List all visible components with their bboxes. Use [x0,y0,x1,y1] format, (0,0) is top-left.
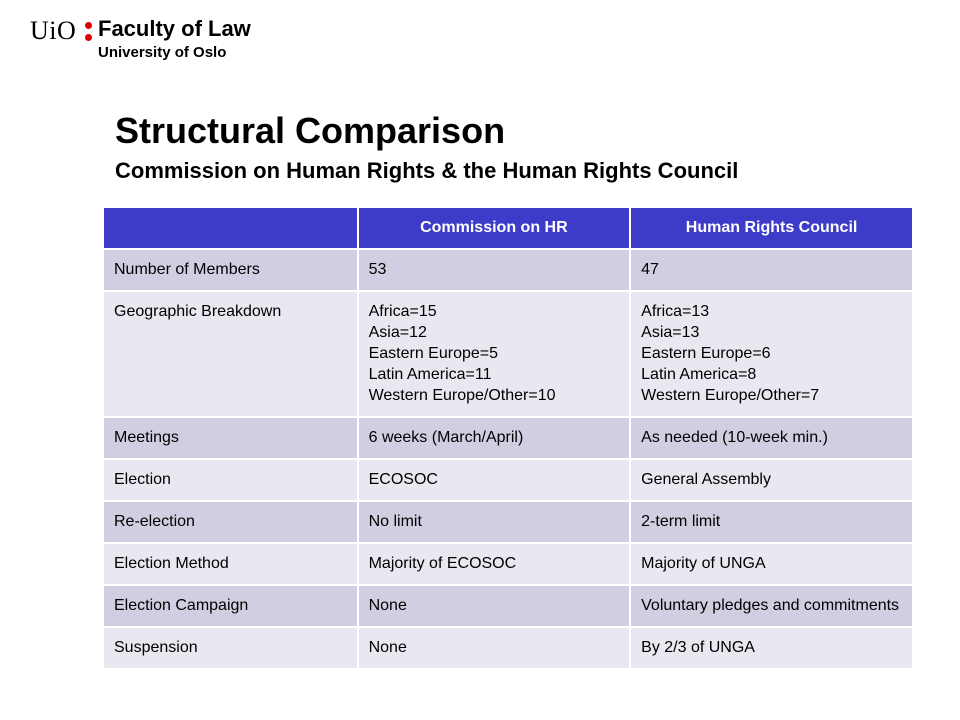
cell-line: General Assembly [641,471,771,488]
cell-line: Western Europe/Other=7 [641,387,820,404]
slide-subtitle: Commission on Human Rights & the Human Rights Council [115,158,739,183]
cell-line: Eastern Europe=5 [368,345,499,362]
council-cell [630,291,912,417]
header-cell-empty [104,208,358,249]
table-row [104,459,912,501]
table-row [104,543,912,585]
cell-line: 2-term limit [641,513,721,530]
cell-line: None [368,639,407,656]
table-row [104,291,912,417]
commission-cell [358,249,631,291]
table-row [104,585,912,627]
cell-line: ECOSOC [368,471,438,488]
cell-line: Africa=13 [641,303,710,320]
cell-line: Voluntary pledges and commitments [641,597,900,614]
faculty-logo [30,14,290,62]
commission-cell [358,459,631,501]
cell-line: By 2/3 of UNGA [641,639,755,656]
row-label: Election Campaign [104,585,358,627]
cell-line: 6 weeks (March/April) [368,429,524,446]
council-cell [630,585,912,627]
cell-line: 53 [368,261,387,278]
table-row [104,417,912,459]
row-label: Geographic Breakdown [104,291,358,417]
table-header-row [104,208,912,249]
logo-dots-icon [85,22,92,42]
commission-cell [358,585,631,627]
cell-line: Latin America=11 [368,366,492,383]
cell-line: Majority of UNGA [641,555,766,572]
logo-faculty-name: Faculty of Law [98,16,251,41]
cell-line: As needed (10-week min.) [641,429,828,446]
commission-cell [358,627,631,668]
slide-title: Structural Comparison [115,110,506,151]
council-cell [630,249,912,291]
row-label: Suspension [104,627,358,668]
cell-line: 47 [641,261,659,278]
row-label: Election [104,459,358,501]
row-label: Meetings [104,417,358,459]
commission-cell [358,543,631,585]
logo-uio-text: UiO [30,16,77,45]
commission-cell [358,291,631,417]
cell-line: Asia=12 [368,324,427,341]
council-cell [630,627,912,668]
cell-line: Africa=15 [368,303,437,320]
table-row [104,249,912,291]
cell-line: Latin America=8 [641,366,757,383]
row-label: Re-election [104,501,358,543]
commission-cell [358,501,631,543]
header-cell-commission: Commission on HR [358,208,631,249]
commission-cell [358,417,631,459]
cell-line: Asia=13 [641,324,700,341]
table-row [104,627,912,668]
comparison-table [104,208,912,668]
cell-line: No limit [368,513,422,530]
header-cell-council: Human Rights Council [630,208,912,249]
council-cell [630,501,912,543]
logo-university-name: University of Oslo [98,44,227,61]
table-row [104,501,912,543]
row-label: Election Method [104,543,358,585]
cell-line: Western Europe/Other=10 [368,387,556,404]
cell-line: Majority of ECOSOC [368,555,517,572]
cell-line: Eastern Europe=6 [641,345,771,362]
cell-line: None [368,597,407,614]
council-cell [630,459,912,501]
council-cell [630,417,912,459]
row-label: Number of Members [104,249,358,291]
council-cell [630,543,912,585]
